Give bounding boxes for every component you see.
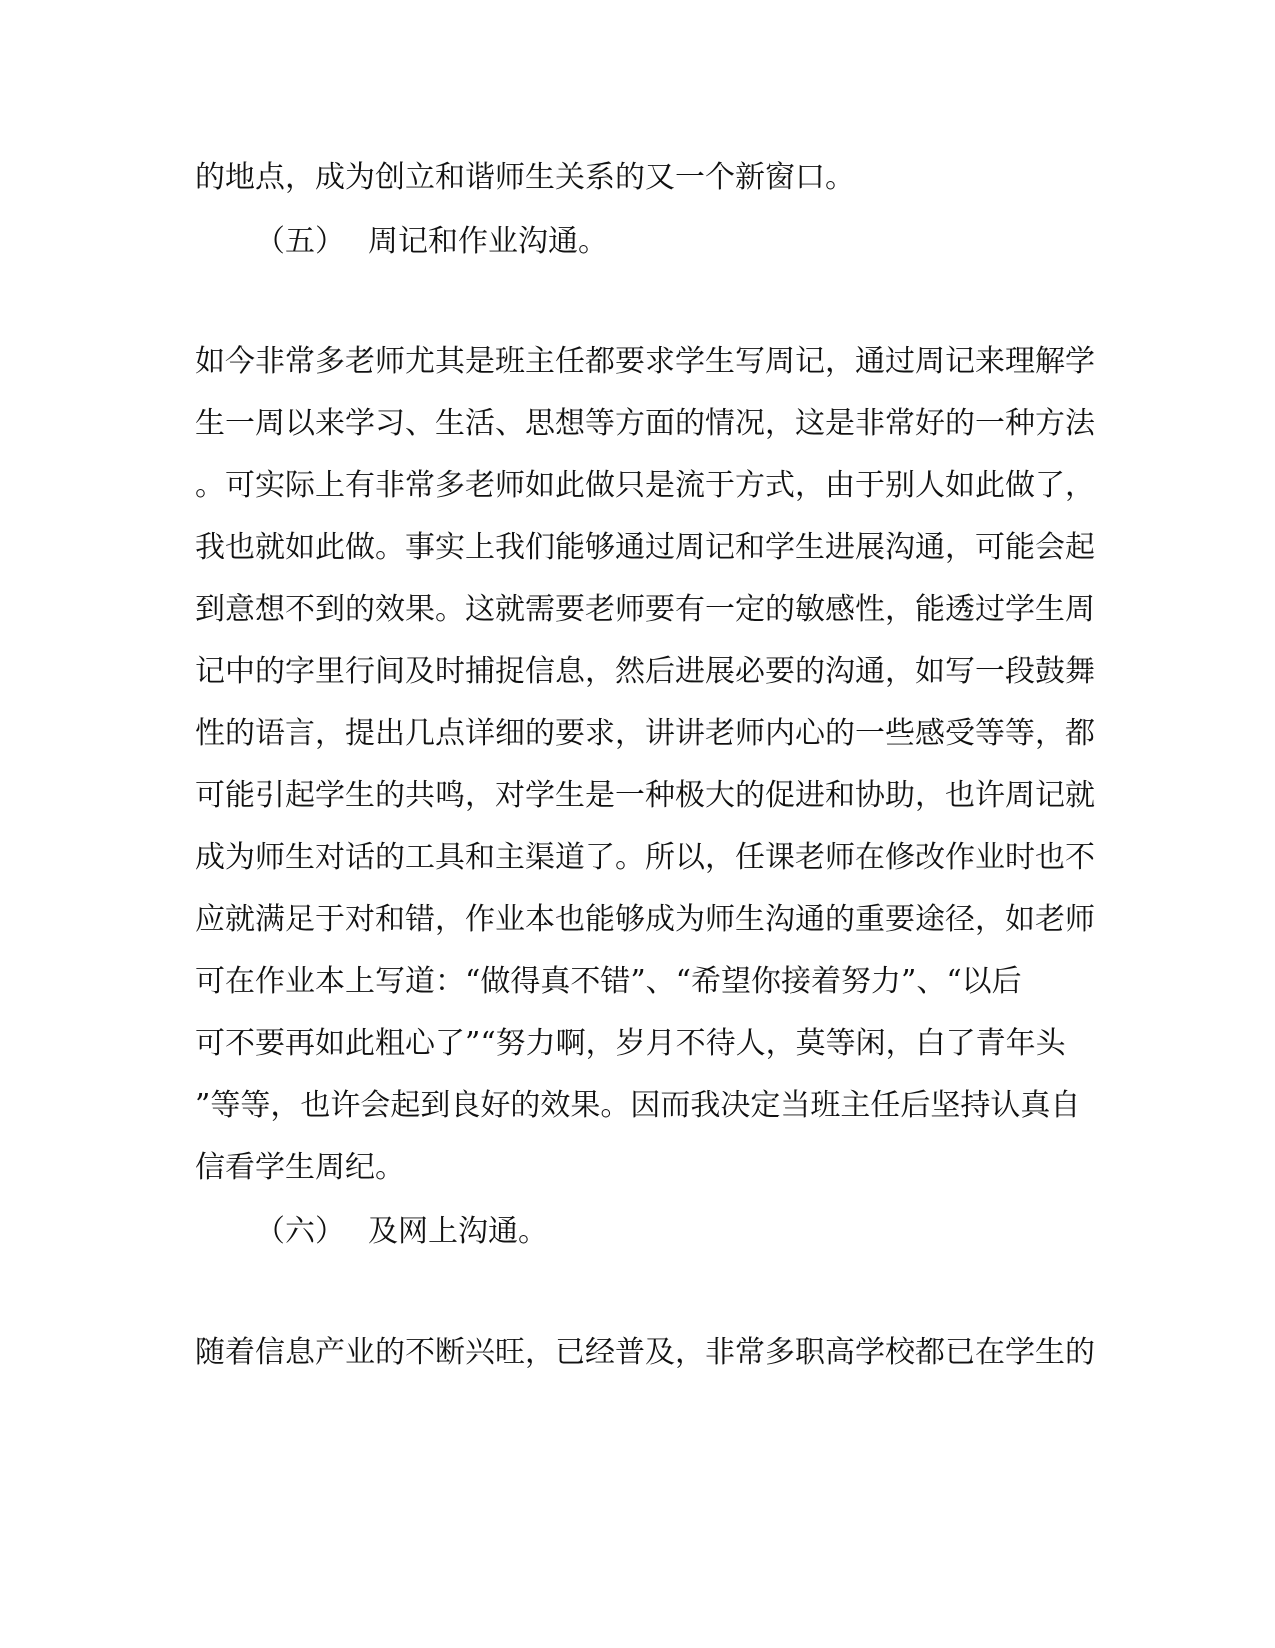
paragraph-line: 随着信息产业的不断兴旺，已经普及，非常多职高学校都已在学生的 xyxy=(195,1335,1095,1370)
section-6-title: 及网上沟通。 xyxy=(368,1214,548,1249)
paragraph-line: 我也就如此做。事实上我们能够通过周记和学生进展沟通，可能会起 xyxy=(195,530,1095,565)
paragraph-line: 记中的字里行间及时捕捉信息，然后进展必要的沟通，如写一段鼓舞 xyxy=(195,654,1095,689)
paragraph-line: 。可实际上有非常多老师如此做只是流于方式，由于别人如此做了， xyxy=(195,468,1095,503)
paragraph-line: 生一周以来学习、生活、思想等方面的情况，这是非常好的一种方法 xyxy=(195,406,1095,441)
paragraph-line: 可能引起学生的共鸣，对学生是一种极大的促进和协助，也许周记就 xyxy=(195,778,1095,813)
paragraph-line: 成为师生对话的工具和主渠道了。所以，任课老师在修改作业时也不 xyxy=(195,840,1095,875)
paragraph-line: 应就满足于对和错，作业本也能够成为师生沟通的重要途径，如老师 xyxy=(195,902,1095,937)
intro-line: 的地点，成为创立和谐师生关系的又一个新窗口。 xyxy=(195,160,855,195)
paragraph-line: 可在作业本上写道：“做得真不错”、“希望你接着努力”、“以后 xyxy=(195,964,1022,999)
paragraph-line: 信看学生周纪。 xyxy=(195,1150,405,1185)
paragraph-line: 性的语言，提出几点详细的要求，讲讲老师内心的一些感受等等，都 xyxy=(195,716,1095,751)
paragraph-line: ”等等，也许会起到良好的效果。因而我决定当班主任后坚持认真自 xyxy=(195,1088,1081,1123)
section-5-number: （五） xyxy=(255,224,345,259)
paragraph-line: 可不要再如此粗心了”“努力啊，岁月不待人，莫等闲，白了青年头 xyxy=(195,1026,1066,1061)
paragraph-line: 如今非常多老师尤其是班主任都要求学生写周记，通过周记来理解学 xyxy=(195,344,1095,379)
paragraph-line: 到意想不到的效果。这就需要老师要有一定的敏感性，能透过学生周 xyxy=(195,592,1095,627)
section-5-title: 周记和作业沟通。 xyxy=(368,224,608,259)
section-6-number: （六） xyxy=(255,1214,345,1249)
